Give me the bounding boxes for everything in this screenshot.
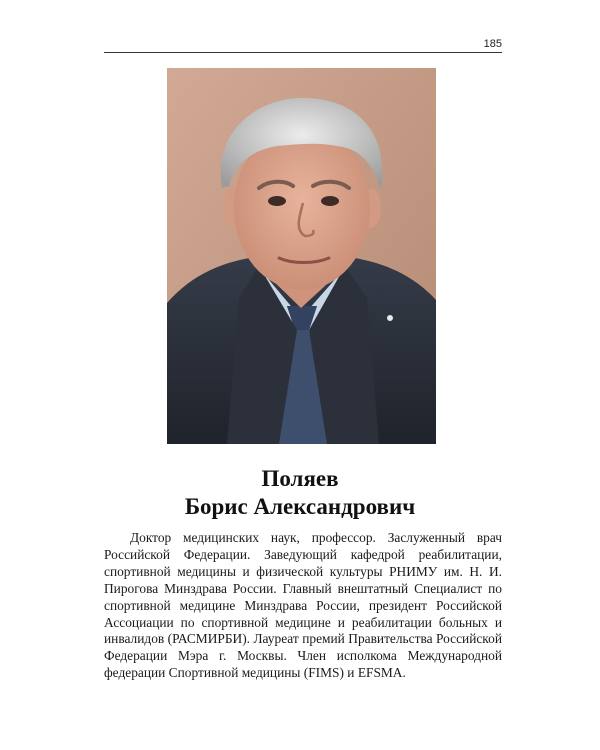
- person-given-names: Борис Александрович: [184, 494, 416, 519]
- portrait-photo: [167, 68, 436, 444]
- page-number: 185: [483, 38, 502, 50]
- person-name: [0, 465, 600, 521]
- person-surname: Поляев: [261, 466, 339, 491]
- header-rule: [104, 52, 502, 53]
- biography-paragraph: Доктор медицинских наук, профессор. Заслуженный врач Российской Федерации. Заведующий кафедрой реабилитации, спортивной медицины и физической культуры РНИМУ им. Н. И. Пирогова Минздрава России. Главный внештатный Специалист по спортивной медицине Минздрава России, президент Российской Ассоциации по спортивной медицине и реабилитации больных и инвалидов (РАСМИРБИ). Лауреат премий Правительства Российской Федерации Мэра г. Москвы. Член исполкома Международной федерации Спортивной медицины (FIMS) и EFSMA.: [104, 530, 502, 681]
